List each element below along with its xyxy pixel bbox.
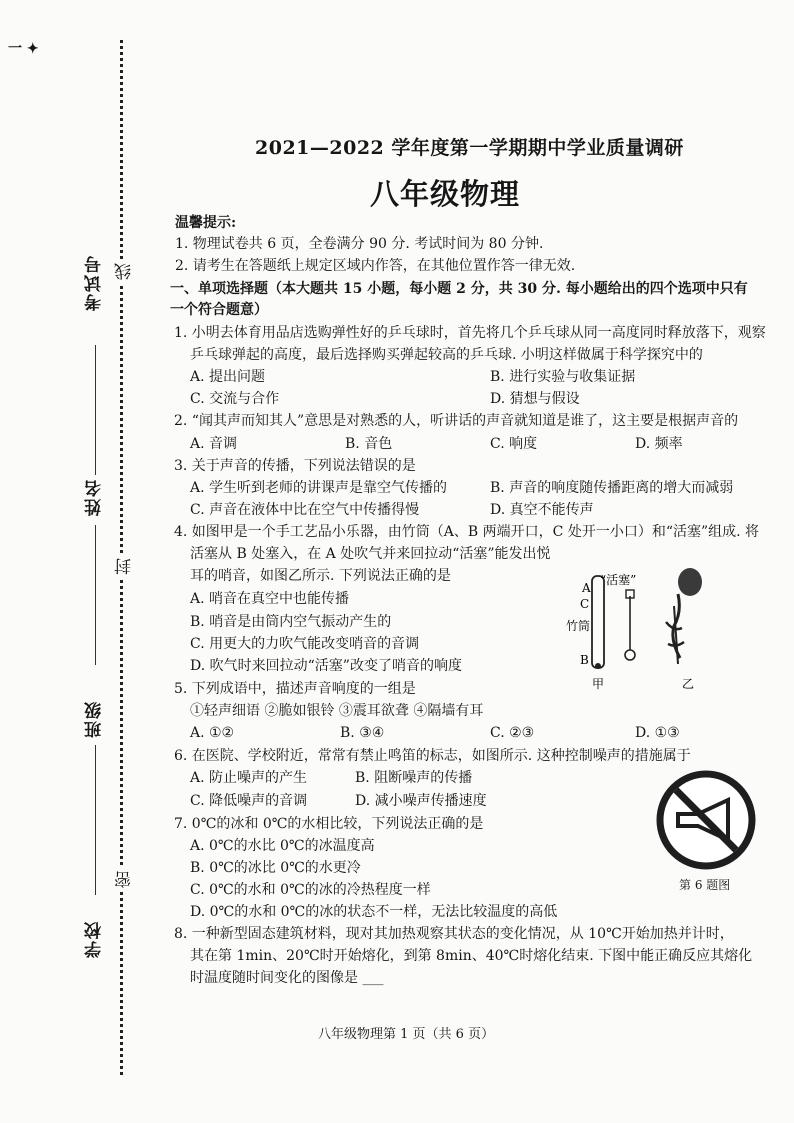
- seal-seal-char: 封: [112, 555, 137, 578]
- q4-stem-line1: 4. 如图甲是一个手工艺品小乐器，由竹筒（A、B 两端开口，C 处开一小口）和“活塞”组成. 将: [174, 524, 760, 540]
- seal-line-char: 线: [112, 260, 137, 283]
- q8-stem-line2: 其在第 1min、20℃时开始熔化，到第 8min、40℃时熔化结束. 下图中能正确反应其熔化: [190, 948, 753, 964]
- q5-idioms: ①轻声细语 ②脆如银铃 ③震耳欲聋 ④隔墙有耳: [190, 703, 484, 719]
- q4-option-c: C. 用更大的力吹气能改变哨音的音调: [190, 636, 420, 652]
- bamboo-tube-figure-jia: [566, 573, 636, 691]
- notice-item-2: 2. 请考生在答题纸上规定区域内作答，在其他位置作答一律无效.: [175, 258, 576, 274]
- q5-option-a: A. ①②: [190, 725, 235, 741]
- q7-stem: 7. 0℃的冰和 0℃的水相比较，下列说法正确的是: [174, 816, 484, 832]
- subject-title: 八年级物理: [370, 177, 521, 211]
- class-blank: [95, 745, 96, 895]
- q7-option-a: A. 0℃的水比 0℃的冰温度高: [190, 838, 375, 854]
- name-label: 姓名: [85, 478, 105, 516]
- q2-stem: 2. “闻其声而知其人”意思是对熟悉的人，听讲话的声音就知道是谁了，这主要是根据声音的: [174, 413, 739, 429]
- no-honking-sign: [656, 770, 756, 870]
- name-blank: [95, 525, 96, 665]
- fig-label-c: C: [580, 597, 590, 611]
- q7-option-b: B. 0℃的冰比 0℃的水更冷: [190, 860, 361, 876]
- fig-label-yi: 乙: [682, 677, 695, 691]
- q4-option-d: D. 吹气时来回拉动“活塞”改变了哨音的响度: [190, 658, 462, 674]
- q3-stem: 3. 关于声音的传播，下列说法错误的是: [174, 458, 416, 474]
- person-playing-figure-yi: [666, 568, 702, 691]
- exam-title: 2021—2022 学年度第一学期期中学业质量调研: [255, 137, 684, 159]
- q2-option-c: C. 响度: [490, 436, 538, 452]
- q1-option-a: A. 提出问题: [190, 369, 266, 385]
- q6-option-a: A. 防止噪声的产生: [190, 770, 308, 786]
- school-label: 学校: [85, 920, 105, 958]
- q1-stem-line1: 1. 小明去体育用品店选购弹性好的乒乓球时，首先将几个乒乓球从同一高度同时释放落下，观察: [174, 325, 766, 341]
- exam-number-label: 考试号: [85, 254, 105, 311]
- q6-figure-caption: 第 6 题图: [679, 878, 731, 892]
- piston-handle: [625, 650, 635, 660]
- q2-option-d: D. 频率: [635, 436, 683, 452]
- fig-label-piston: “活塞”: [600, 573, 637, 587]
- q3-option-b: B. 声音的响度随传播距离的增大而减弱: [490, 480, 734, 496]
- fig-label-jia: 甲: [592, 677, 605, 691]
- q3-option-d: D. 真空不能传声: [490, 502, 594, 518]
- fig-label-a: A: [582, 581, 591, 595]
- person-head: [678, 568, 702, 596]
- q4-stem-line3: 耳的哨音，如图乙所示. 下列说法正确的是: [190, 568, 451, 584]
- bamboo-tube: [592, 576, 604, 668]
- q1-stem-line2: 乒乓球弹起的高度，最后选择购买弹起较高的乒乓球. 小明这样做属于科学探究中的: [190, 347, 703, 363]
- page-footer: 八年级物理第 1 页（共 6 页）: [318, 1027, 495, 1042]
- q5-option-c: C. ②③: [490, 725, 535, 741]
- q7-option-c: C. 0℃的水和 0℃的冰的冷热程度一样: [190, 882, 431, 898]
- tube-bottom: [595, 663, 601, 669]
- q3-option-a: A. 学生听到老师的讲课声是靠空气传播的: [190, 480, 448, 496]
- q2-option-b: B. 音色: [345, 436, 393, 452]
- q8-stem-line1: 8. 一种新型固态建筑材料，现对其加热观察其状态的变化情况，从 10℃开始加热并计时，: [174, 926, 734, 942]
- q5-option-d: D. ①③: [635, 725, 680, 741]
- q2-option-a: A. 音调: [190, 436, 238, 452]
- q4-figure: [566, 562, 720, 692]
- fig-label-tube: 竹筒: [566, 619, 591, 633]
- q4-option-a: A. 哨音在真空中也能传播: [190, 591, 350, 607]
- q6-option-c: C. 降低噪声的音调: [190, 793, 308, 809]
- margin-scribble: 一 ✦: [8, 41, 39, 57]
- q1-option-b: B. 进行实验与收集证据: [490, 369, 636, 385]
- q6-option-d: D. 减小噪声传播速度: [355, 793, 487, 809]
- q3-option-c: C. 声音在液体中比在空气中传播得慢: [190, 502, 420, 518]
- notice-heading: 温馨提示:: [175, 215, 237, 231]
- q4-option-b: B. 哨音是由筒内空气振动产生的: [190, 614, 392, 630]
- section-heading: 一、单项选择题（本大题共 15 小题，每小题 2 分，共 30 分. 每小题给出的四个选项中只有: [170, 281, 748, 297]
- q1-option-d: D. 猜想与假设: [490, 391, 580, 407]
- seal-secret-char: 密: [112, 868, 137, 891]
- q7-option-d: D. 0℃的水和 0℃的冰的状态不一样，无法比较温度的高低: [190, 904, 558, 920]
- fig-label-b: B: [580, 653, 589, 667]
- q5-stem: 5. 下列成语中，描述声音响度的一组是: [174, 681, 416, 697]
- q5-option-b: B. ③④: [340, 725, 385, 741]
- class-label: 班级: [85, 700, 105, 738]
- exam-number-blank: [95, 345, 96, 475]
- q8-stem-line3: 时温度随时间变化的图像是 ___: [190, 970, 384, 986]
- notice-item-1: 1. 物理试卷共 6 页，全卷满分 90 分. 考试时间为 80 分钟.: [175, 236, 544, 252]
- q6-stem: 6. 在医院、学校附近，常常有禁止鸣笛的标志，如图所示. 这种控制噪声的措施属于: [174, 748, 691, 764]
- section-heading-cont: 一个符合题意）: [170, 302, 268, 318]
- q1-option-c: C. 交流与合作: [190, 391, 280, 407]
- q4-stem-line2: 活塞从 B 处塞入，在 A 处吹气并来回拉动“活塞”能发出悦: [190, 546, 551, 562]
- q6-option-b: B. 阻断噪声的传播: [355, 770, 473, 786]
